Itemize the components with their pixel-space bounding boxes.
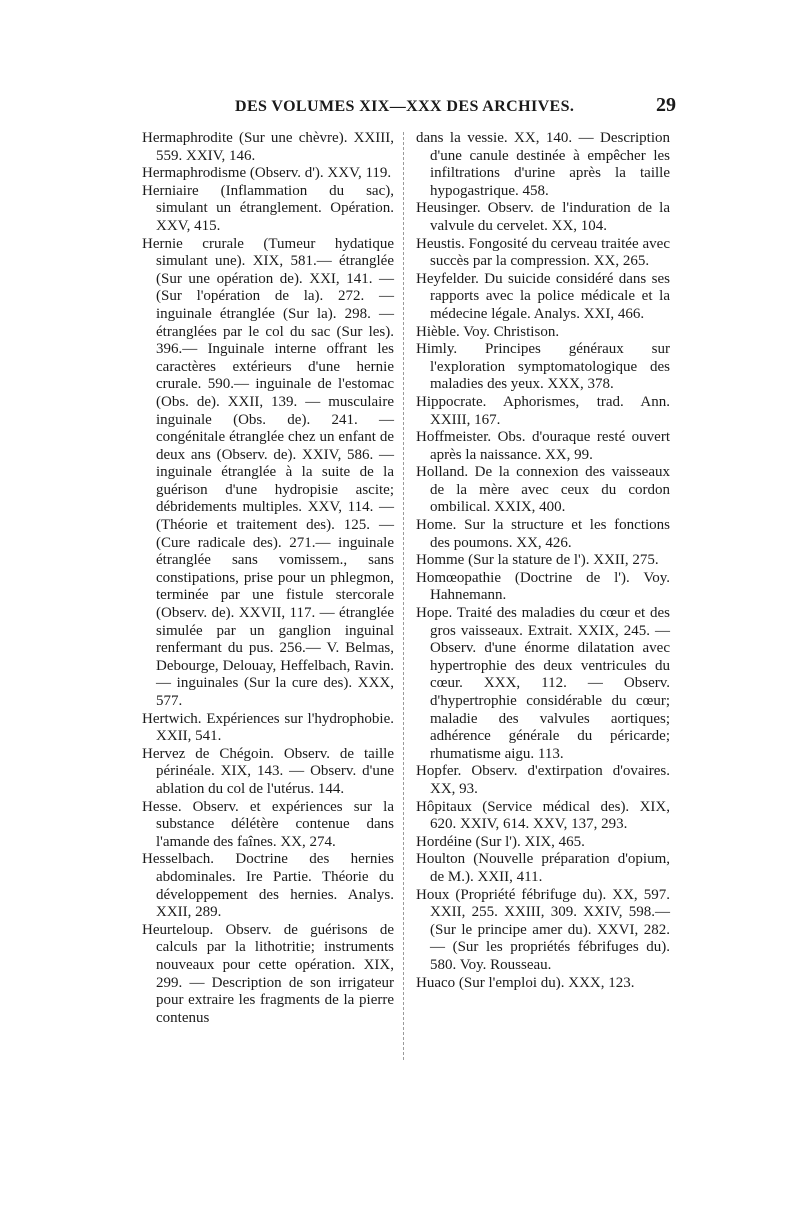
index-entry: Hertwich. Expériences sur l'hydrophobie. XXII, 541. [142,710,394,745]
page-header [140,94,676,120]
index-entry: dans la vessie. XX, 140. — Description d'une canule destinée à empêcher les infiltrations d'urine après la taille hypogastrique. 458. [416,130,670,199]
index-entry: Hope. Traité des maladies du cœur et des gros vaisseaux. Extrait. XXIX, 245. — Observ. d'une énorme dilatation avec hypertrophie des deux ventricules du cœur. XXX, 112. — Observ. d'hypertrophie considérable du cœur; maladie des valvules aortiques; adhérence générale du péricarde; rhumatisme aigu. 113. [416,605,670,762]
index-entry: Hesselbach. Doctrine des hernies abdominales. Ire Partie. Théorie du développement des hernies. Analys. XXII, 289. [142,851,394,921]
index-entry: Home. Sur la structure et les fonctions des poumons. XX, 426. [416,517,670,551]
index-entry: Hernie crurale (Tumeur hydatique simulant une). XIX, 581.— étranglée (Sur une opération de). XXI, 141. — (Sur l'opération de la). 272. — inguinale étranglée (Sur la). 298. — étranglées par le col du sac (Sur les). 396.— Inguinale interne offrant les caractères extérieurs d'une hernie crurale. 590.— inguinale de l'estomac (Obs. de). XXII, 139. — musculaire inguinale (Obs. de). 241. — congénitale étranglée chez un enfant de deux ans (Observ. de). XXIV, 586. — inguinale étranglée à la suite de la guérison d'une hydropisie ascite; débridements multiples. XXV, 114. — (Théorie et traitement des). 125. — (Cure radicale des). 271.— inguinale étranglée sans vomissem., sans constipations, prise pour un phlegmon, terminée par une fistule stercorale (Observ. de). XXVII, 117. — étranglée simulée par un ganglion inguinal renfermant du pus. 256.— V. Belmas, Debourge, Delouay, Heffelbach, Ravin.— inguinales (Sur la cure des). XXX, 577. [142,235,394,709]
index-entry: Heustis. Fongosité du cerveau traitée avec succès par la compression. XX, 265. [416,235,670,270]
index-entry: Herniaire (Inflammation du sac), simulant un étranglement. Opération. XXV, 415. [142,182,394,234]
running-title: DES VOLUMES XIX—XXX DES ARCHIVES. [235,98,575,115]
index-entry: Homme (Sur la stature de l'). XXII, 275. [416,552,659,569]
index-entry: Hièble. Voy. Christison. [416,323,560,340]
index-entry: Heurteloup. Observ. de guérisons de calculs par la lithotritie; instruments nouveaux pour cette opération. XIX, 299. — Description de son irrigateur pour extraire les fragments de la pierre contenus [142,921,394,1026]
page-number: 29 [656,94,676,116]
index-entry: Hôpitaux (Service médical des). XIX, 620. XXIV, 614. XXV, 137, 293. [416,798,670,833]
index-entry: Hippocrate. Aphorismes, trad. Ann. XXIII, 167. [416,393,670,428]
index-column-left [142,130,394,1027]
index-entry: Hoffmeister. Obs. d'ouraque resté ouvert après la naissance. XX, 99. [416,429,670,463]
column-divider [403,132,404,1060]
index-entry: Houx (Propriété fébrifuge du). XX, 597. XXII, 255. XXIII, 309. XXIV, 598.—(Sur le principe amer du). XXVI, 282. — (Sur les propriétés fébrifuges du). 580. Voy. Rousseau. [416,886,670,973]
index-entry: Hervez de Chégoin. Observ. de taille périnéale. XIX, 143. — Observ. d'une ablation du col de l'utérus. 144. [142,745,394,797]
index-entry: Hermaphrodisme (Observ. d'). XXV, 119. [142,165,392,182]
index-column-right [416,130,670,992]
index-entry: Houlton (Nouvelle préparation d'opium, de M.). XXII, 411. [416,851,670,885]
index-entry: Hordéine (Sur l'). XIX, 465. [416,833,585,850]
index-entry: Homœopathie (Doctrine de l'). Voy. Hahnemann. [416,569,670,604]
index-entry: Heusinger. Observ. de l'induration de la valvule du cervelet. XX, 104. [416,200,670,234]
index-entry: Hermaphrodite (Sur une chèvre). XXIII, 559. XXIV, 146. [142,130,394,164]
index-entry: Hopfer. Observ. d'extirpation d'ovaires. XX, 93. [416,763,670,797]
index-entry: Holland. De la connexion des vaisseaux de la mère avec ceux du cordon ombilical. XXIX, 400. [416,464,670,516]
index-entry: Heyfelder. Du suicide considéré dans ses rapports avec la police médicale et la médecine légale. Analys. XXI, 466. [416,270,670,322]
index-entry: Himly. Principes généraux sur l'exploration symptomatologique des maladies des yeux. XXX, 378. [416,341,670,393]
index-entry: Hesse. Observ. et expériences sur la substance délétère contenue dans l'amande des faînes. XX, 274. [142,798,394,850]
index-entry: Huaco (Sur l'emploi du). XXX, 123. [416,974,635,991]
